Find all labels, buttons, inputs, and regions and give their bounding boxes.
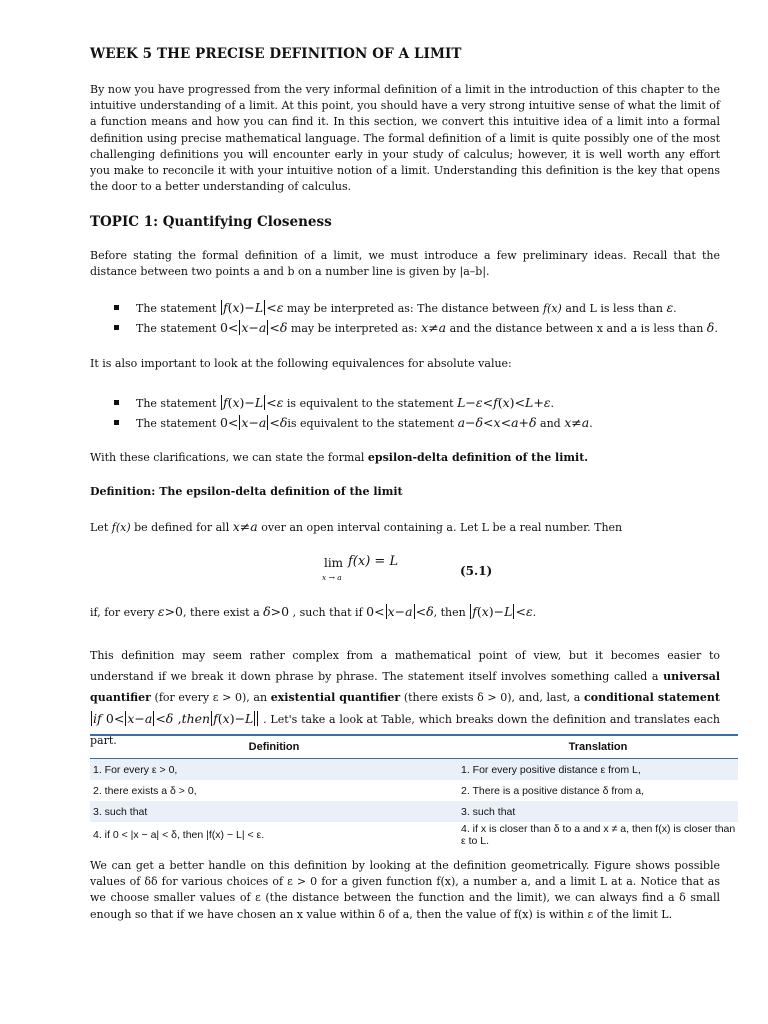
equivalence-list <box>112 393 593 433</box>
limit-formula: lim x → a f(x) = L <box>322 554 399 582</box>
list-item: The statement f(x)−L <ε may be interpreted as: The distance between f(x) and L is less than ε. <box>112 298 718 318</box>
table-row: 4. if 0 < |x − a| < δ, then |f(x) − L| < ε. 4. if x is closer than δ to a and x ≠ a, then f(x) is closer than ε to L. <box>93 823 736 847</box>
list-item: The statement 0< x−a <δis equivalent to the statement a−δ<x<a+δ and x≠a. <box>112 413 593 433</box>
table-row: 1. For every ε > 0, 1. For every positive distance ε from L, <box>90 759 738 781</box>
equation-number: (5.1) <box>460 564 493 578</box>
clarification-paragraph: With these clarifications, we can state the formal epsilon-delta definition of the limit. <box>90 451 589 464</box>
table-header-translation: Translation <box>458 735 738 759</box>
explanation-paragraph: This definition may seem rather complex from a mathematical point of view, but it becomes easier to understand if we break it down phrase by phrase. The statement itself involves something called a universal quantifier (for every ε > 0), an existential quantifier (there exists δ > 0), and, last, a conditional statement if 0< x−a <δ ,then f(x)−L . Let's take a look at Table, which breaks down the definition and translates each part. <box>90 649 721 747</box>
table-header-definition: Definition <box>90 735 458 759</box>
definition-heading: Definition: The epsilon-delta definition of the limit <box>90 485 403 498</box>
table-row: 2. there exists a δ > 0, 2. There is a positive distance δ from a, <box>93 784 645 797</box>
equivalence-intro: It is also important to look at the following equivalences for absolute value: <box>90 357 512 370</box>
page-title: WEEK 5 THE PRECISE DEFINITION OF A LIMIT <box>90 46 462 62</box>
topic-intro-paragraph: Before stating the formal definition of a limit, we must introduce a few preliminary ideas. Recall that the distance between two points a and b on a number line is given by |a–b|. <box>90 249 720 279</box>
definition-condition: if, for every ε>0, there exist a δ>0 , such that if 0< x−a <δ, then f(x)−L <ε. <box>90 604 537 619</box>
intro-paragraph: By now you have progressed from the very informal definition of a limit in the introduction of this chapter to the intuitive understanding of a limit. At this point, you should have a very strong intuitive sense of what the limit of a function means and how you can find it. In this section, we convert this intuitive idea of a limit into a formal definition using precise mathematical language. The formal definition of a limit is quite possibly one of the most challenging definitions you will encounter early in your study of calculus; however, it is well worth any effort you make to reconcile it with your intuitive notion of a limit. Understanding this definition is the key that opens the door to a better understanding of calculus. <box>90 83 720 194</box>
list-item: The statement 0< x−a <δ may be interpreted as: x≠a and the distance between x and a is less than δ. <box>112 318 718 338</box>
closing-paragraph: We can get a better handle on this definition by looking at the definition geometrically. Figure shows possible values of δδ for various choices of ε > 0 for a given function f(x), a number a, and a limit L at a. Notice that as we choose smaller values of ε (the distance between the function and the limit), we can always find a δ small enough so that if we have chosen an x value within δ of a, then the value of f(x) is within ε of the limit L. <box>90 859 720 921</box>
list-item: The statement f(x)−L <ε is equivalent to the statement L−ε<f(x)<L+ε. <box>112 393 593 413</box>
definition-let: Let f(x) be defined for all x≠a over an open interval containing a. Let L be a real number. Then <box>90 519 623 534</box>
topic-heading: TOPIC 1: Quantifying Closeness <box>90 214 332 230</box>
definition-table <box>90 734 738 848</box>
interpretation-list <box>112 298 718 338</box>
table-row: 3. such that 3. such that <box>90 801 738 822</box>
